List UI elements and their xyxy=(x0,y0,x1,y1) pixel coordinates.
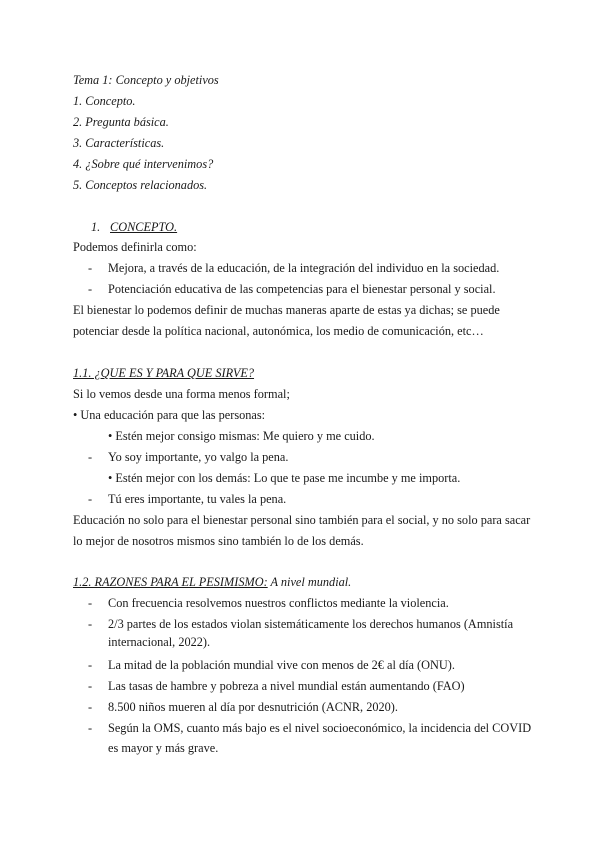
list-item-text: Según la OMS, cuanto más bajo es el nivel socioeconómico, la incidencia del COVID xyxy=(108,721,532,735)
index-item: 1. Concepto. xyxy=(73,94,136,108)
section-number: 1. xyxy=(91,220,101,234)
dash-marker: - xyxy=(88,282,93,296)
paragraph-line: potenciar desde la política nacional, autonómica, los medio de comunicación, etc… xyxy=(73,324,484,338)
list-item-text: 2/3 partes de los estados violan sistemáticamente los derechos humanos (Amnistía xyxy=(108,617,514,631)
index-item: 5. Conceptos relacionados. xyxy=(73,178,208,192)
list-item-text: 8.500 niños mueren al día por desnutrición (ACNR, 2020). xyxy=(108,700,398,714)
dash-marker: - xyxy=(88,617,93,631)
dash-marker: - xyxy=(88,658,93,672)
section-intro: Si lo vemos desde una forma menos formal; xyxy=(73,387,290,401)
index-item: 3. Características. xyxy=(73,136,165,150)
list-item-text: Las tasas de hambre y pobreza a nivel mundial están aumentando (FAO) xyxy=(108,679,465,693)
dash-marker: - xyxy=(88,261,93,275)
list-item-text: Con frecuencia resolvemos nuestros conflictos mediante la violencia. xyxy=(108,596,449,610)
section-heading xyxy=(73,574,351,590)
dash-marker: - xyxy=(88,596,93,610)
index-item: 2. Pregunta básica. xyxy=(73,115,169,129)
section-heading: CONCEPTO. xyxy=(110,220,178,234)
list-item-text-continued: es mayor y más grave. xyxy=(108,741,219,755)
bullet-lead: • Una educación para que las personas: xyxy=(73,408,266,422)
dash-marker: - xyxy=(88,721,93,735)
list-item-text: Tú eres importante, tu vales la pena. xyxy=(108,492,287,506)
paragraph-line: Educación no solo para el bienestar personal sino también para el social, y no solo para sacar xyxy=(73,513,531,527)
paragraph-line: lo mejor de nosotros mismos sino también lo de los demás. xyxy=(73,534,364,548)
list-item-text: • Estén mejor con los demás: Lo que te pase me incumbe y me importa. xyxy=(108,471,461,485)
list-item-text: Mejora, a través de la educación, de la integración del individuo en la sociedad. xyxy=(108,261,500,275)
list-item-text-continued: internacional, 2022). xyxy=(108,635,211,649)
index-item: 4. ¿Sobre qué intervenimos? xyxy=(73,157,214,171)
section-intro: Podemos definirla como: xyxy=(73,240,197,254)
dash-marker: - xyxy=(88,450,93,464)
paragraph-line: El bienestar lo podemos definir de muchas maneras aparte de estas ya dichas; se puede xyxy=(73,303,500,317)
section-heading-rest: A nivel mundial. xyxy=(267,575,352,589)
list-item-text: La mitad de la población mundial vive con menos de 2€ al día (ONU). xyxy=(108,658,455,672)
section-heading: 1.1. ¿QUE ES Y PARA QUE SIRVE? xyxy=(73,366,255,380)
section-heading-underlined: 1.2. RAZONES PARA EL PESIMISMO: xyxy=(73,575,268,589)
dash-marker: - xyxy=(88,679,93,693)
list-item-text: Potenciación educativa de las competencias para el bienestar personal y social. xyxy=(108,282,496,296)
list-item-text: Yo soy importante, yo valgo la pena. xyxy=(108,450,289,464)
document-title: Tema 1: Concepto y objetivos xyxy=(73,73,219,87)
dash-marker: - xyxy=(88,492,93,506)
list-item-text: • Estén mejor consigo mismas: Me quiero y me cuido. xyxy=(108,429,375,443)
dash-marker: - xyxy=(88,700,93,714)
